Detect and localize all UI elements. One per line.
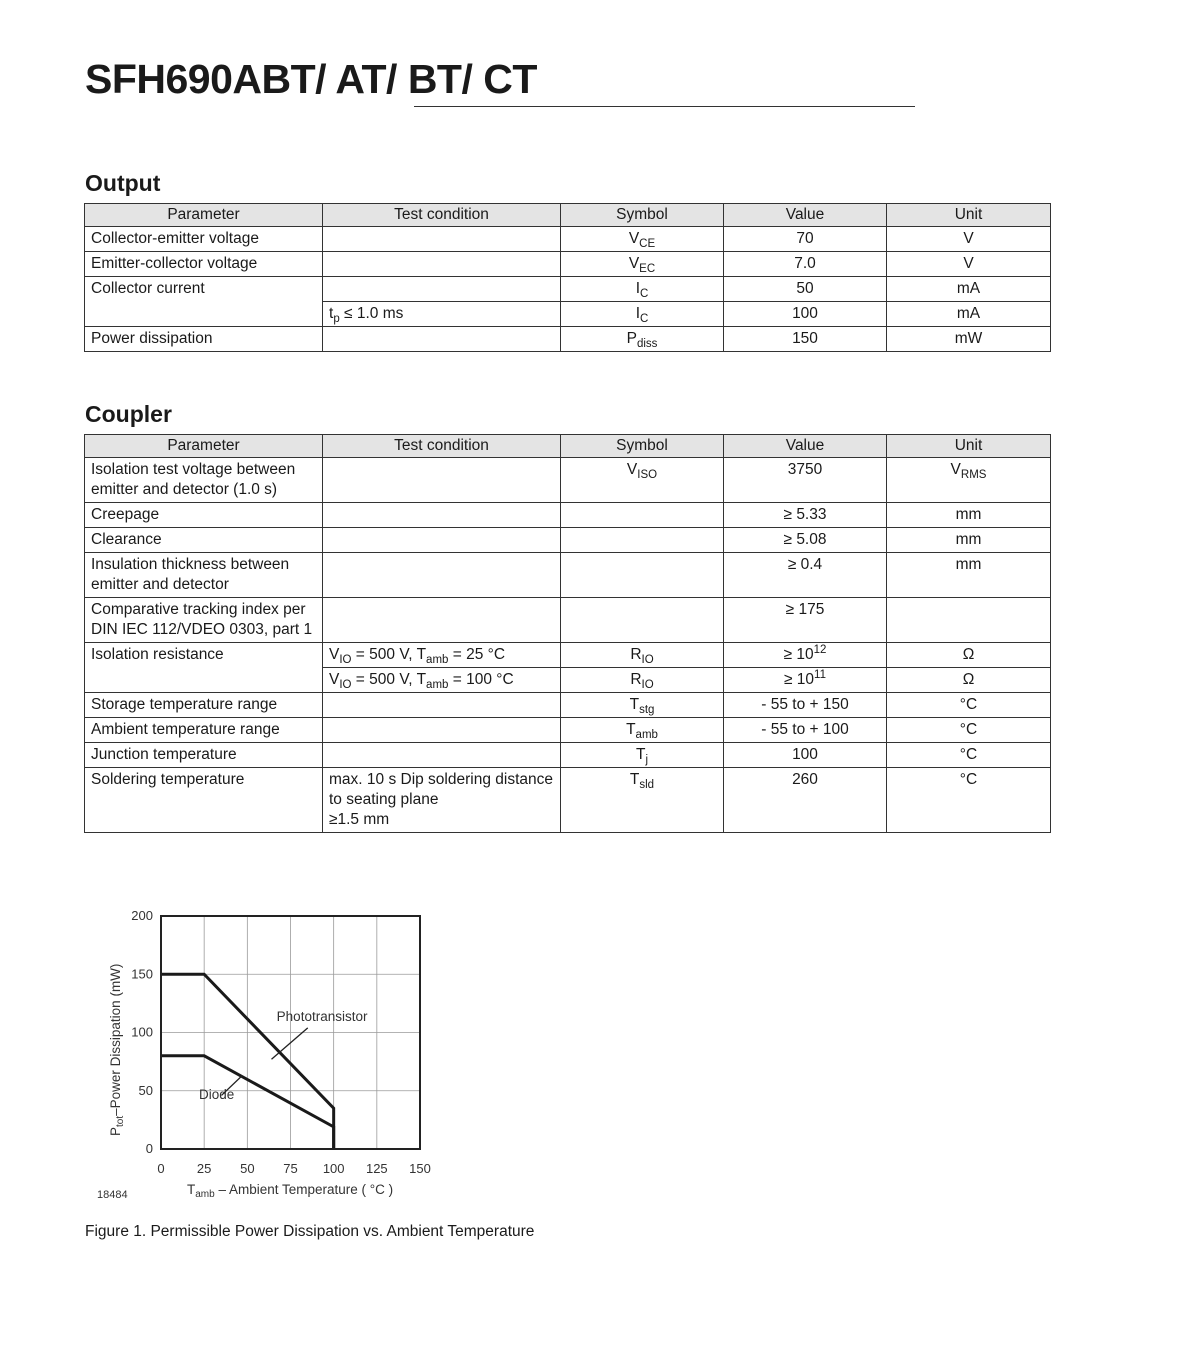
col-header: Unit	[887, 204, 1051, 227]
table-row	[85, 458, 1051, 503]
x-tick-label: 50	[240, 1161, 255, 1176]
output-heading: Output	[85, 170, 161, 196]
symbol-cell: $P_{diss}$	[561, 327, 724, 352]
cond-cell	[323, 718, 561, 743]
value-cell: 260	[724, 768, 887, 833]
table-row	[85, 693, 1051, 718]
cond-cell	[323, 327, 561, 352]
table-row	[85, 503, 1051, 528]
unit-cell: mm	[887, 528, 1051, 553]
symbol-cell: $T_{sld}$	[561, 768, 724, 833]
param-cell: Collector current	[85, 277, 323, 302]
col-header: Parameter	[85, 204, 323, 227]
cond-cell: max. 10 s Dip soldering distance to seating plane ≥1.5 mm	[323, 768, 561, 833]
y-tick-label: 50	[138, 1082, 153, 1098]
param-cell: Insulation thickness between emitter and detector	[85, 553, 323, 598]
x-axis-label: $T_{amb}$ – Ambient Temperature ( °C )	[187, 1182, 394, 1200]
col-header: Symbol	[561, 204, 724, 227]
param-cell: Isolation resistance	[85, 643, 323, 668]
symbol-cell	[561, 528, 724, 553]
title-rule	[414, 106, 915, 107]
coupler-table	[84, 434, 1051, 833]
symbol-cell: $T_{stg}$	[561, 693, 724, 718]
col-header: Value	[724, 204, 887, 227]
param-cell: Junction temperature	[85, 743, 323, 768]
param-cell	[85, 302, 323, 327]
param-cell: Collector-emitter voltage	[85, 227, 323, 252]
x-tick-label: 100	[322, 1161, 345, 1176]
cond-cell	[323, 743, 561, 768]
value-cell: ≥ 5.08	[724, 528, 887, 553]
table-row	[85, 718, 1051, 743]
unit-cell: °C	[887, 743, 1051, 768]
col-header: Value	[724, 435, 887, 458]
value-cell: - 55 to + 150	[724, 693, 887, 718]
col-header: Unit	[887, 435, 1051, 458]
y-tick-label: 0	[145, 1141, 153, 1156]
chart-grid	[161, 916, 420, 1149]
unit-cell: mm	[887, 503, 1051, 528]
x-tick-label: 125	[365, 1161, 388, 1176]
table-row	[85, 598, 1051, 643]
symbol-cell: $R_{IO}$	[561, 643, 724, 668]
y-axis-label: $P_{tot}$–Power Dissipation (mW)	[108, 963, 126, 1136]
x-tick-label: 75	[283, 1161, 298, 1176]
param-cell: Emitter-collector voltage	[85, 252, 323, 277]
unit-cell: mW	[887, 327, 1051, 352]
symbol-cell	[561, 598, 724, 643]
value-cell: 7.0	[724, 252, 887, 277]
unit-cell: mm	[887, 553, 1051, 598]
unit-cell: °C	[887, 768, 1051, 833]
param-cell: Comparative tracking index per DIN IEC 112/VDEO 0303, part 1	[85, 598, 323, 643]
cond-cell	[323, 553, 561, 598]
cond-cell: $t_p \le 1.0$ ms	[323, 302, 561, 327]
value-cell: ≥ 5.33	[724, 503, 887, 528]
symbol-cell: $V_{ISO}$	[561, 458, 724, 503]
param-cell: Storage temperature range	[85, 693, 323, 718]
y-tick-label: 200	[131, 908, 153, 923]
symbol-cell	[561, 503, 724, 528]
col-header: Parameter	[85, 435, 323, 458]
value-cell: ≥ $10^{11}$	[724, 668, 887, 693]
table-row	[85, 327, 1051, 352]
param-cell: Isolation test voltage between emitter and detector (1.0 s)	[85, 458, 323, 503]
x-tick-label: 25	[196, 1161, 212, 1176]
cond-cell	[323, 503, 561, 528]
param-cell	[85, 668, 323, 693]
value-cell: 70	[724, 227, 887, 252]
table-row	[85, 227, 1051, 252]
table-row	[85, 252, 1051, 277]
unit-cell: Ω	[887, 668, 1051, 693]
param-cell: Ambient temperature range	[85, 718, 323, 743]
param-cell: Clearance	[85, 528, 323, 553]
cond-cell	[323, 277, 561, 302]
table-row	[85, 302, 1051, 327]
value-cell: 100	[724, 302, 887, 327]
table-row	[85, 643, 1051, 668]
table-header-row	[85, 435, 1051, 458]
figure-caption: Figure 1. Permissible Power Dissipation vs. Ambient Temperature	[85, 1223, 535, 1240]
unit-cell: °C	[887, 718, 1051, 743]
col-header: Test condition	[323, 435, 561, 458]
value-cell: ≥ $10^{12}$	[724, 643, 887, 668]
unit-cell: V	[887, 252, 1051, 277]
symbol-cell: $I_C$	[561, 277, 724, 302]
cond-cell	[323, 227, 561, 252]
figure-id: 18484	[97, 1189, 128, 1201]
table-row	[85, 768, 1051, 833]
param-cell: Soldering temperature	[85, 768, 323, 833]
value-cell: ≥ 0.4	[724, 553, 887, 598]
symbol-cell: $T_j$	[561, 743, 724, 768]
symbol-cell: $V_{CE}$	[561, 227, 724, 252]
unit-cell: °C	[887, 693, 1051, 718]
param-cell: Creepage	[85, 503, 323, 528]
value-cell: - 55 to + 100	[724, 718, 887, 743]
param-cell: Power dissipation	[85, 327, 323, 352]
y-tick-label: 150	[131, 966, 153, 982]
table-header-row	[85, 204, 1051, 227]
table-row	[85, 277, 1051, 302]
cond-cell: $V_{IO} = 500$ V, $T_{amb} = 25$ °C	[323, 643, 561, 668]
value-cell: 50	[724, 277, 887, 302]
y-tick-label: 100	[131, 1024, 153, 1040]
unit-cell	[887, 598, 1051, 643]
cond-cell	[323, 528, 561, 553]
tick-labels	[131, 908, 431, 1176]
coupler-heading: Coupler	[85, 401, 172, 427]
symbol-cell	[561, 553, 724, 598]
symbol-cell: $I_C$	[561, 302, 724, 327]
symbol-cell: $R_{IO}$	[561, 668, 724, 693]
col-header: Symbol	[561, 435, 724, 458]
output-table	[84, 203, 1051, 352]
table-row	[85, 528, 1051, 553]
x-tick-label: 0	[157, 1161, 165, 1176]
unit-cell: $V_{RMS}$	[887, 458, 1051, 503]
col-header: Test condition	[323, 204, 561, 227]
cond-cell	[323, 252, 561, 277]
cond-cell: $V_{IO} = 500$ V, $T_{amb} = 100$ °C	[323, 668, 561, 693]
value-cell: 3750	[724, 458, 887, 503]
cond-cell	[323, 458, 561, 503]
table-row	[85, 743, 1051, 768]
cond-cell	[323, 693, 561, 718]
table-row	[85, 668, 1051, 693]
table-row	[85, 553, 1051, 598]
page-title: SFH690ABT/ AT/ BT/ CT	[85, 56, 537, 102]
unit-cell: Ω	[887, 643, 1051, 668]
cond-cell	[323, 598, 561, 643]
unit-cell: mA	[887, 277, 1051, 302]
series-label-phototransistor: Phototransistor	[276, 1008, 368, 1024]
unit-cell: mA	[887, 302, 1051, 327]
value-cell: 150	[724, 327, 887, 352]
value-cell: 100	[724, 743, 887, 768]
symbol-cell: $V_{EC}$	[561, 252, 724, 277]
series-label-diode: Diode	[198, 1086, 235, 1102]
power-dissipation-chart	[90, 900, 450, 1210]
symbol-cell: $T_{amb}$	[561, 718, 724, 743]
value-cell: ≥ 175	[724, 598, 887, 643]
unit-cell: V	[887, 227, 1051, 252]
x-tick-label: 150	[409, 1161, 431, 1176]
